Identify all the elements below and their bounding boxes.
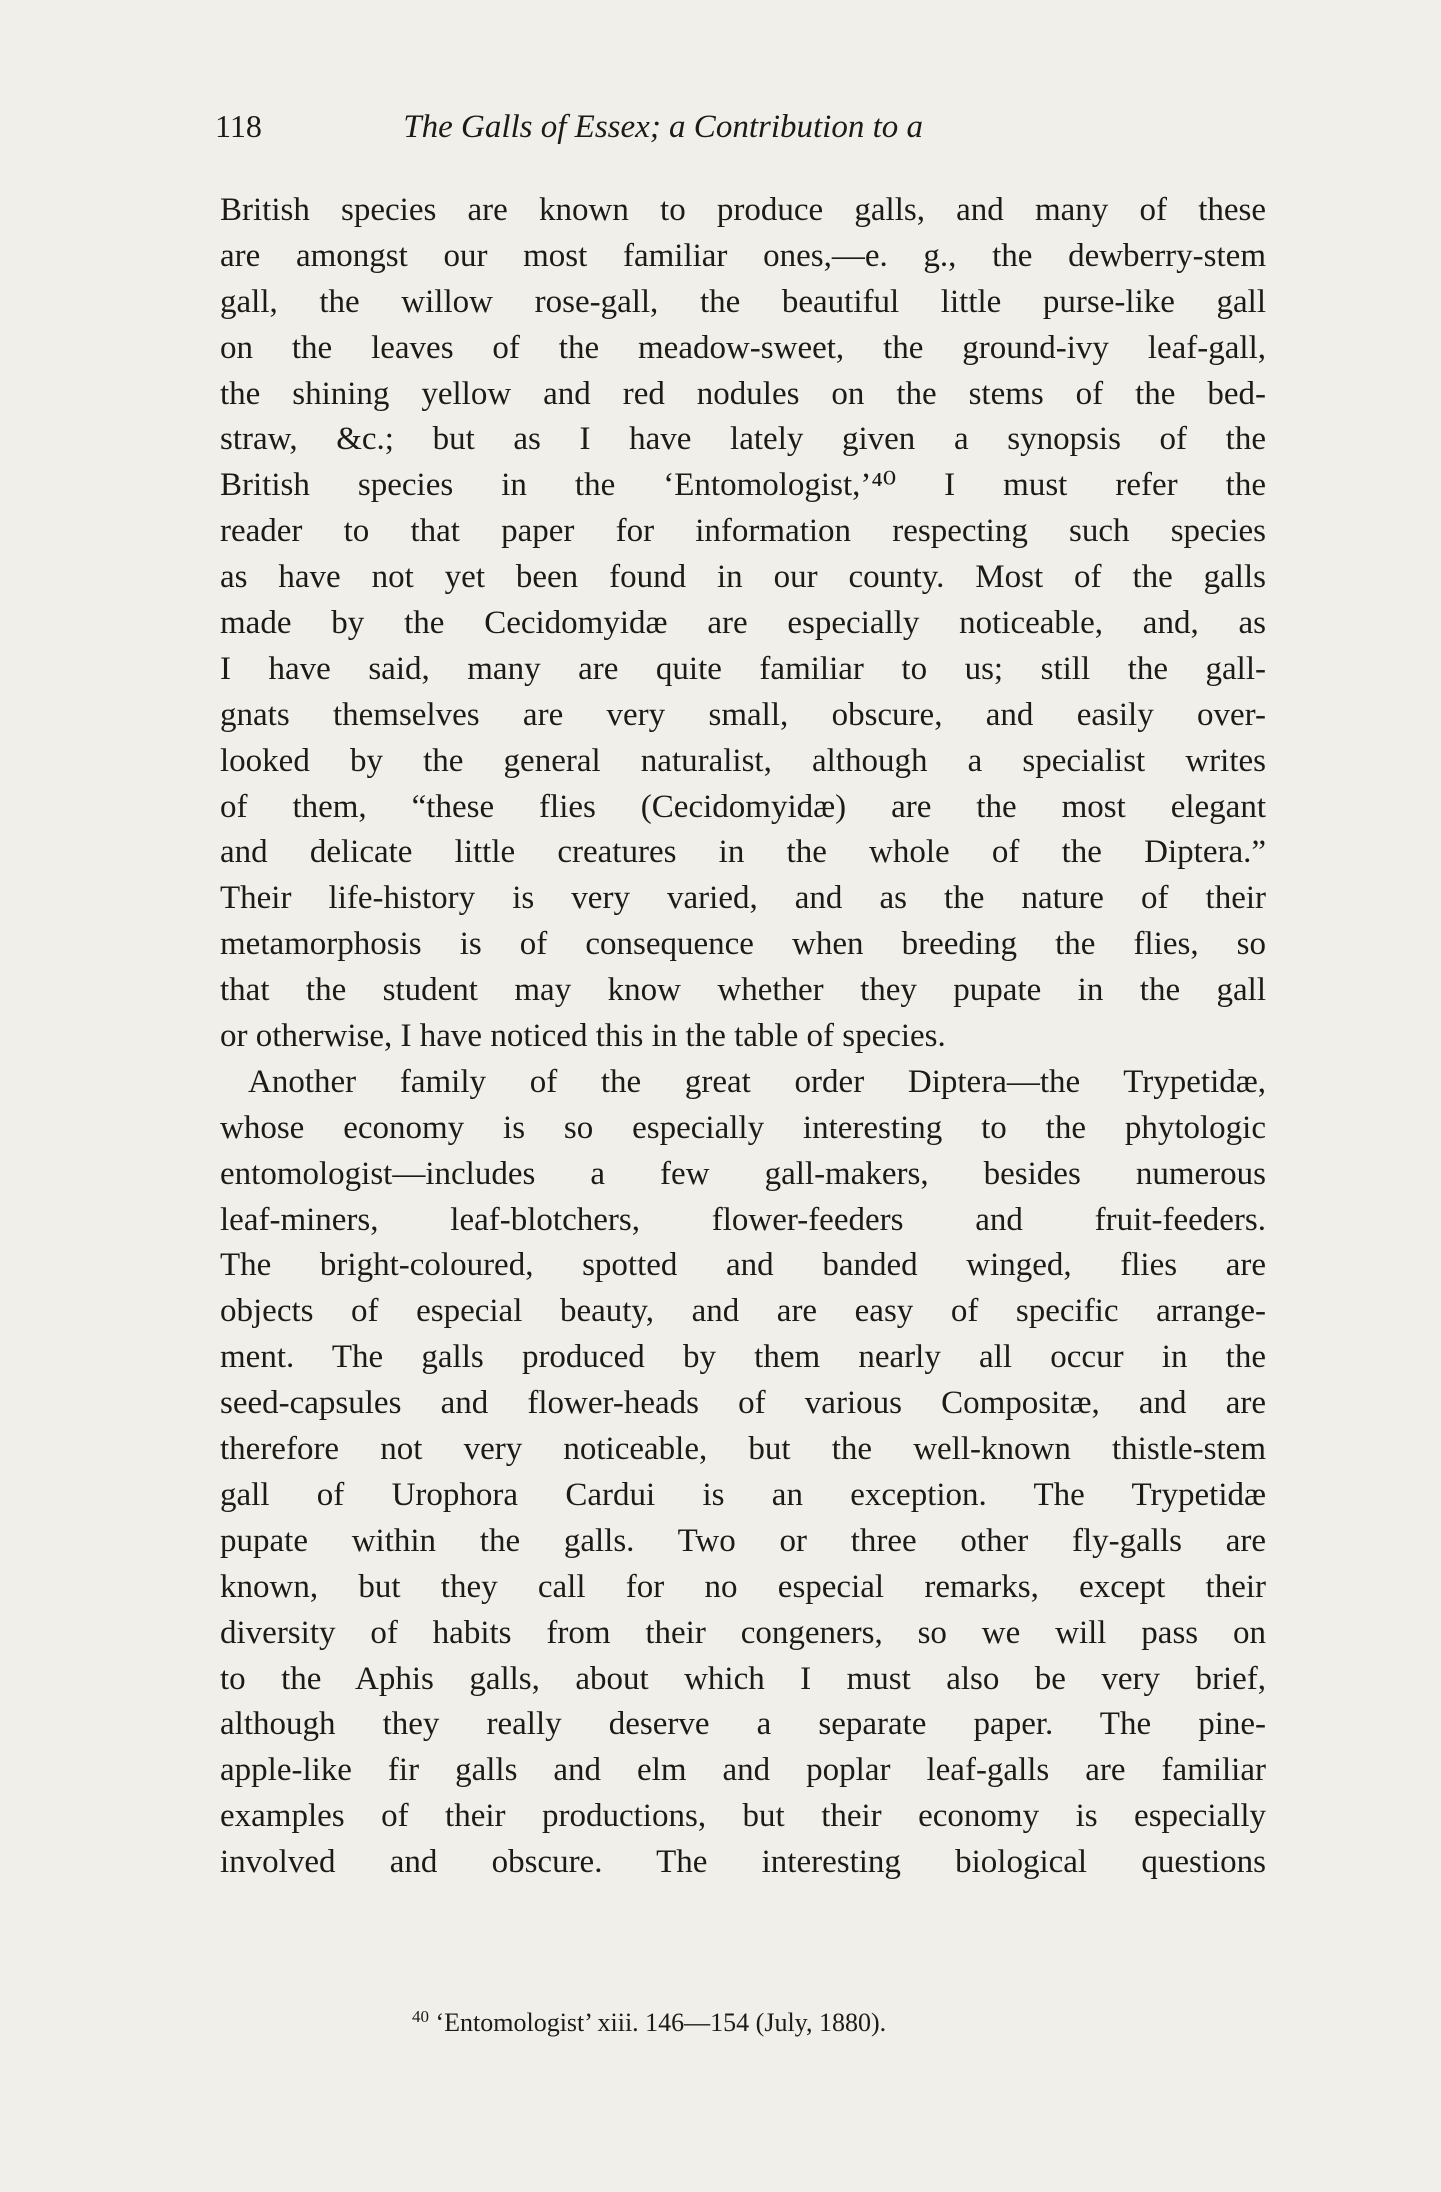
text-line: I have said, many are quite familiar to us; still the gall- bbox=[220, 650, 1266, 687]
text-line: although they really deserve a separate paper. The pine- bbox=[220, 1706, 1266, 1743]
text-line: Their life-history is very varied, and as the nature of their bbox=[220, 880, 1266, 917]
text-line: seed-capsules and flower-heads of various Compositæ, and are bbox=[220, 1385, 1266, 1422]
text-line: objects of especial beauty, and are easy of specific arrange- bbox=[220, 1293, 1266, 1330]
text-line: Another family of the great order Diptera—the Trypetidæ, bbox=[248, 1063, 1266, 1100]
text-line: therefore not very noticeable, but the well-known thistle-stem bbox=[220, 1431, 1266, 1468]
text-line: straw, &c.; but as I have lately given a synopsis of the bbox=[220, 421, 1266, 458]
text-line: examples of their productions, but their economy is especially bbox=[220, 1798, 1266, 1835]
text-line: to the Aphis galls, about which I must also be very brief, bbox=[220, 1660, 1266, 1697]
text-line: reader to that paper for information respecting such species bbox=[220, 513, 1266, 550]
text-line: entomologist—includes a few gall-makers, besides numerous bbox=[220, 1155, 1266, 1192]
text-line: made by the Cecidomyidæ are especially noticeable, and, as bbox=[220, 605, 1266, 642]
text-line: leaf-miners, leaf-blotchers, flower-feeders and fruit-feeders. bbox=[220, 1201, 1266, 1238]
text-line: and delicate little creatures in the whole of the Diptera.” bbox=[220, 834, 1266, 871]
text-line: on the leaves of the meadow-sweet, the ground-ivy leaf-gall, bbox=[220, 329, 1266, 366]
page-header bbox=[215, 106, 1275, 147]
text-line: British species in the ‘Entomologist,’⁴⁰ I must refer the bbox=[220, 467, 1266, 504]
text-line: The bright-coloured, spotted and banded winged, flies are bbox=[220, 1247, 1266, 1284]
text-line: the shining yellow and red nodules on the stems of the bed- bbox=[220, 375, 1266, 412]
text-line: apple-like fir galls and elm and poplar leaf-galls are familiar bbox=[220, 1752, 1266, 1789]
text-line: pupate within the galls. Two or three other fly-galls are bbox=[220, 1522, 1266, 1559]
page-number: 118 bbox=[215, 108, 262, 144]
text-line: as have not yet been found in our county. Most of the galls bbox=[220, 559, 1266, 596]
footnote-marker: 40 bbox=[412, 2007, 429, 2026]
text-line: or otherwise, I have noticed this in the table of species. bbox=[220, 1018, 946, 1055]
text-line: British species are known to produce galls, and many of these bbox=[220, 192, 1266, 228]
text-line: whose economy is so especially interesting to the phytologic bbox=[220, 1109, 1266, 1146]
text-line: gnats themselves are very small, obscure, and easily over- bbox=[220, 696, 1266, 733]
text-line: ment. The galls produced by them nearly all occur in the bbox=[220, 1339, 1266, 1376]
footnote bbox=[412, 2000, 886, 2040]
text-line: gall of Urophora Cardui is an exception. The Trypetidæ bbox=[220, 1476, 1266, 1513]
text-line: gall, the willow rose-gall, the beautiful little purse-like gall bbox=[220, 283, 1266, 320]
text-line: of them, “these flies (Cecidomyidæ) are the most elegant bbox=[220, 788, 1266, 825]
body-text bbox=[220, 188, 1266, 1886]
footnote-text: ‘Entomologist’ xiii. 146—154 (July, 1880). bbox=[435, 2008, 887, 2037]
text-line: involved and obscure. The interesting biological questions bbox=[220, 1844, 1266, 1881]
text-line: known, but they call for no especial remarks, except their bbox=[220, 1568, 1266, 1605]
text-line: diversity of habits from their congeners, so we will pass on bbox=[220, 1614, 1266, 1651]
running-title: The Galls of Essex; a Contribution to a bbox=[403, 109, 923, 145]
text-line: looked by the general naturalist, although a specialist writes bbox=[220, 742, 1266, 779]
text-line: metamorphosis is of consequence when breeding the flies, so bbox=[220, 926, 1266, 963]
text-line: are amongst our most familiar ones,—e. g., the dewberry-stem bbox=[220, 237, 1266, 274]
text-line: that the student may know whether they pupate in the gall bbox=[220, 972, 1266, 1009]
